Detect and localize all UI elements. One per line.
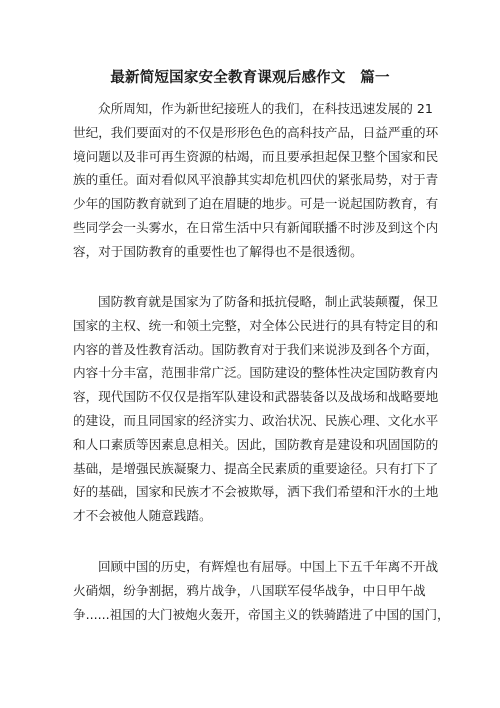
paragraph-line: 国防教育就是国家为了防备和抵抗侵略，制止武装颠覆，保卫 <box>98 294 439 309</box>
paragraph-line: 火硝烟，纷争割据，鸦片战争，八国联军侵华战争，中日甲午战 <box>73 582 426 598</box>
paragraph-2 <box>73 290 439 528</box>
paragraph-line: 族的重任。面对看似风平浪静其实却危机四伏的紧张局势，对于青 <box>73 172 439 188</box>
paragraph-line: 众所周知，作为新世纪接班人的我们，在科技迅速发展的 21 <box>98 101 433 116</box>
paragraph-line: 国家的主权、统一和领土完整，对全体公民进行的具有特定目的和 <box>73 317 439 333</box>
paragraph-line: 基础，是增强民族凝聚力、提高全民素质的重要途径。只有打下了 <box>73 460 439 476</box>
paragraph-line: 世纪，我们要面对的不仅是形形色色的高科技产品，日益严重的环 <box>73 124 439 140</box>
paragraph-line: 争......祖国的大门被炮火轰开，帝国主义的铁骑踏进了中国的国门， <box>73 606 450 622</box>
paragraph-line: 回顾中国的历史，有辉煌也有屈辱。中国上下五千年离不开战 <box>98 559 439 574</box>
document-title: 最新简短国家安全教育课观后感作文 篇一 <box>110 70 390 86</box>
paragraph-line: 内容的普及性教育活动。国防教育对于我们来说涉及到各个方面， <box>73 341 439 357</box>
paragraph-line: 才不会被他人随意践踏。 <box>73 508 212 524</box>
paragraph-line: 的建设，而且同国家的经济实力、政治状况、民族心理、文化水平 <box>73 412 439 428</box>
paragraph-3 <box>73 555 450 626</box>
paragraph-line: 少年的国防教育就到了迫在眉睫的地步。可是一说起国防教育，有 <box>73 196 439 212</box>
paragraph-1 <box>73 97 439 264</box>
paragraph-line: 些同学会一头雾水，在日常生活中只有新闻联播不时涉及到这个内 <box>73 219 439 235</box>
paragraph-line: 内容十分丰富，范围非常广泛。国防建设的整体性决定国防教育内 <box>73 365 439 381</box>
paragraph-line: 容，对于国防教育的重要性也了解得也不是很透彻。 <box>73 243 363 259</box>
paragraph-line: 境问题以及非可再生资源的枯竭，而且要承担起保卫整个国家和民 <box>73 148 439 164</box>
paragraph-line: 和人口素质等因素息息相关。因此，国防教育是建设和巩固国防的 <box>73 436 439 452</box>
paragraph-line: 好的基础，国家和民族才不会被欺辱，洒下我们希望和汗水的土地 <box>73 484 439 500</box>
paragraph-line: 容，现代国防不仅仅是指军队建设和武器装备以及战场和战略要地 <box>73 389 439 405</box>
